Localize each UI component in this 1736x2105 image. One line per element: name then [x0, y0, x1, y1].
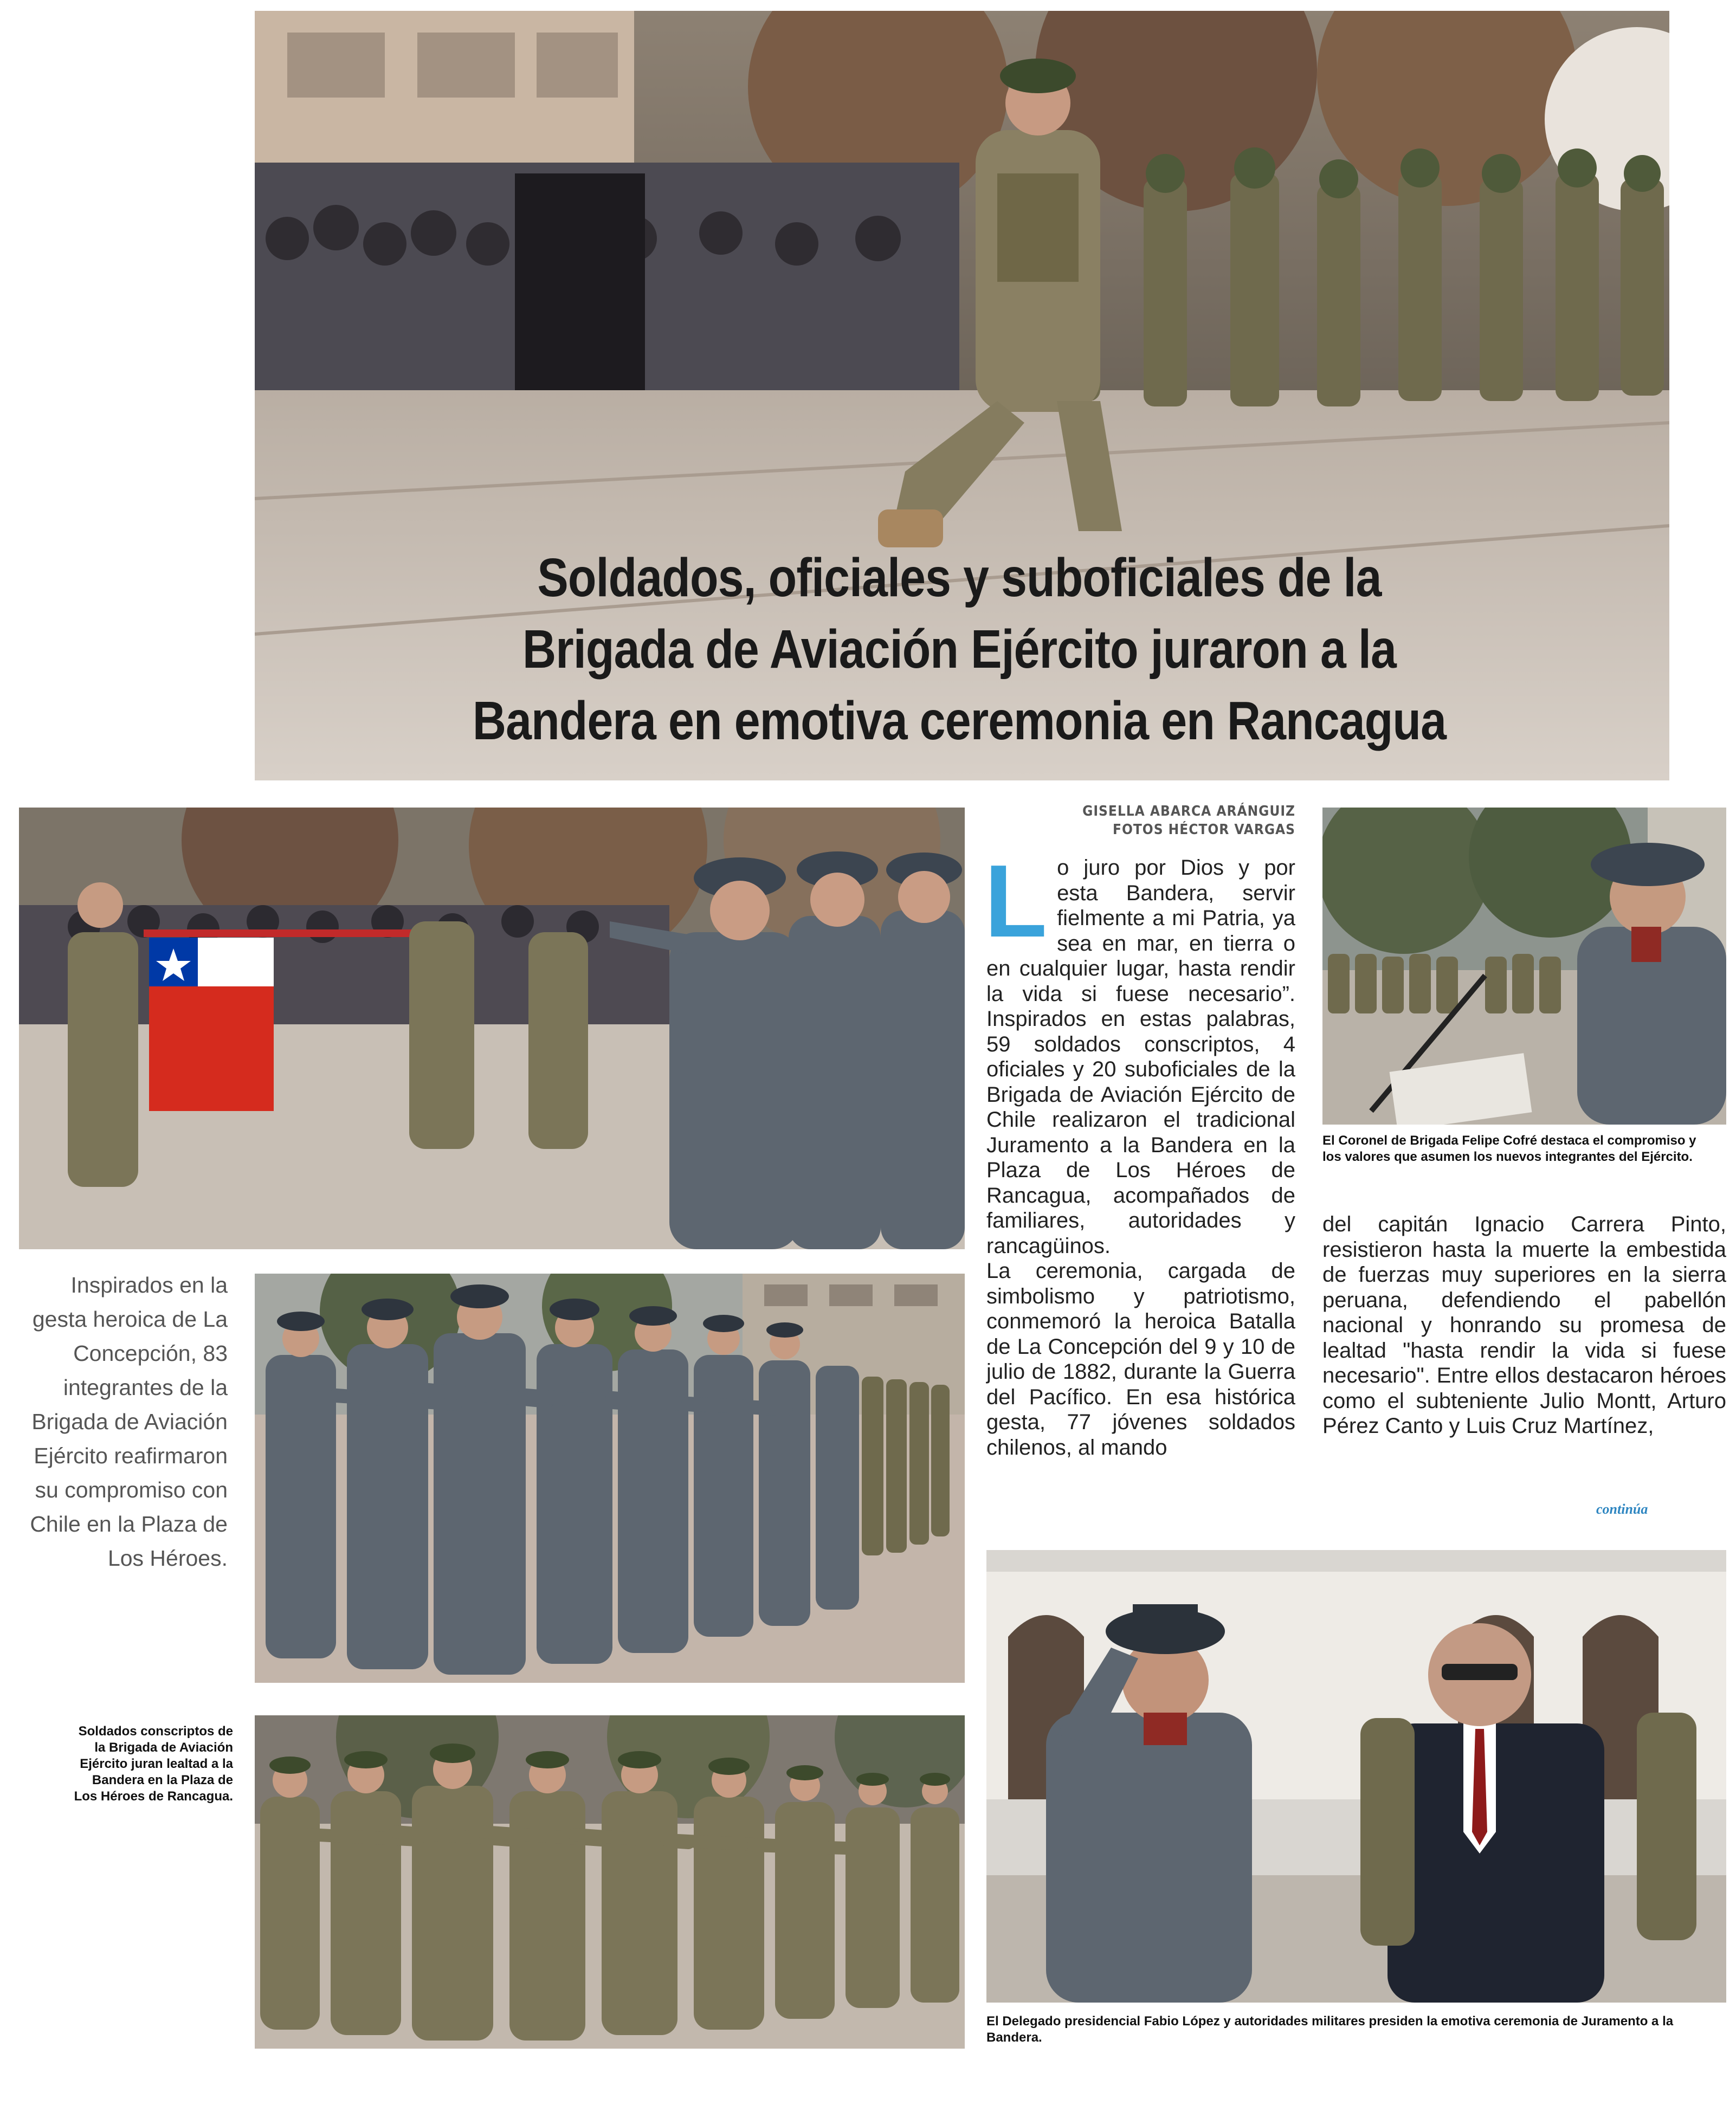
article-paragraph-2: La ceremonia, cargada de simbolismo y patriotismo, conmemoró la heroica Batalla de La Concepción del 9 y 10 de julio de 1882, durante la Guerra del Pacífico. En esa histórica gesta, 77 jóvenes soldados chilenos, al mando: [986, 1259, 1295, 1460]
conscripts-oath-photo: [255, 1715, 965, 2049]
photo-credit: FOTOS HÉCTOR VARGAS: [1112, 822, 1295, 838]
article-paragraph-3: del capitán Ignacio Carrera Pinto, resistieron hasta la muerte la embestida de fuerzas muy superiores en la sierra peruana, defendiendo el pabellón nacional y honrando su promesa de lealtad "hasta rendir la vida si fuese necesario". Entre ellos destacaron héroes como el subteniente Julio Montt, Arturo Pérez Canto y Luis Cruz Martínez,: [1322, 1212, 1726, 1438]
delegado-salute-photo: [986, 1550, 1726, 2003]
article-paragraph-1: o juro por Dios y por esta Bandera, servir fielmente a mi Patria, ya sea en mar, en tierra o en cualquier lugar, hasta rendir la vida si fuese necesario”. Inspirados en estas palabras, 59 soldados conscriptos, 4 oficiales y 20 suboficiales de la Brigada de Aviación Ejército de Chile realizaron el tradicional Juramento a la Bandera en la Plaza de Los Héroes de Rancagua, acompañados de familiares, autoridades y rancagüinos.: [986, 856, 1295, 1258]
drop-cap: L: [984, 844, 1048, 959]
coronel-caption: El Coronel de Brigada Felipe Cofré destaca el compromiso y los valores que asumen los nuevos integrantes del Ejército.: [1322, 1133, 1696, 1164]
headline-line-2: Brigada de Aviación Ejército juraron a la: [522, 619, 1396, 680]
chilean-flag: [149, 938, 274, 1111]
article-column-2: [1322, 1212, 1726, 1439]
delegado-caption: El Delegado presidencial Fabio López y autoridades militares presiden la emotiva ceremonia de Juramento a la Bandera.: [986, 2014, 1674, 2045]
byline: [986, 802, 1295, 839]
continua-link[interactable]: continúa: [1596, 1501, 1648, 1517]
conscriptos-caption: Soldados conscriptos de la Brigada de Aviación Ejército juran lealtad a la Bandera en la Plaza de Los Héroes de Rancagua.: [74, 1724, 233, 1804]
article-column-1: [984, 844, 1295, 1460]
headline-line-3: Bandera en emotiva ceremonia en Rancagua: [472, 690, 1447, 751]
headline-line-1: Soldados, oficiales y suboficiales de la: [537, 547, 1382, 608]
author: GISELLA ABARCA ARÁNGUIZ: [1082, 803, 1295, 819]
pull-quote: Inspirados en la gesta heroica de La Concepción, 83 integrantes de la Brigada de Aviación Ejército reafirmaron su compromiso con Chile en la Plaza de Los Héroes.: [30, 1273, 228, 1571]
headline: [353, 542, 1565, 757]
flag-ceremony-photo: [19, 808, 965, 1249]
officers-oath-photo: [255, 1274, 965, 1683]
coronel-photo: [1322, 808, 1726, 1125]
